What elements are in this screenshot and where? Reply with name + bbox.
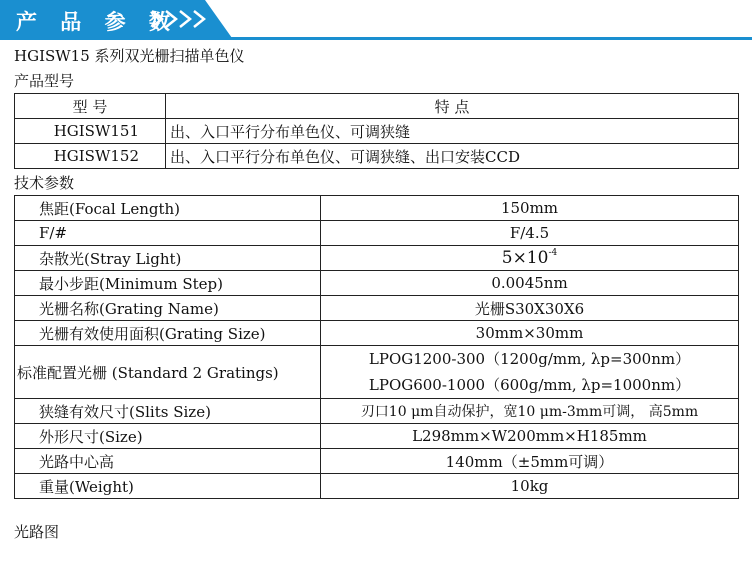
stray-exponent: -4 bbox=[548, 248, 558, 258]
spec-label: 杂散光(Stray Light) bbox=[15, 246, 321, 271]
series-title: HGISW15 系列双光栅扫描单色仪 bbox=[14, 47, 245, 65]
table-header-row bbox=[15, 94, 739, 119]
spec-value bbox=[321, 246, 739, 271]
grating-value-2: LPOG600-1000（600g/mm, λp=1000nm） bbox=[368, 376, 691, 394]
spec-label: 光路中心高 bbox=[15, 449, 321, 474]
spec-label: 外形尺寸(Size) bbox=[15, 424, 321, 449]
spec-value: 10kg bbox=[321, 474, 739, 499]
model-table bbox=[14, 93, 739, 169]
spec-label: 最小步距(Minimum Step) bbox=[15, 271, 321, 296]
stray-base: 5×10 bbox=[501, 248, 549, 268]
spec-label: 狭缝有效尺寸(Slits Size) bbox=[15, 399, 321, 424]
model-cell: HGISW152 bbox=[15, 144, 166, 169]
spec-label: 焦距(Focal Length) bbox=[15, 196, 321, 221]
model-cell: HGISW151 bbox=[15, 119, 166, 144]
header-model: 型 号 bbox=[15, 94, 166, 119]
feature-cell: 出、入口平行分布单色仪、可调狭缝 bbox=[166, 119, 739, 144]
spec-value: F/4.5 bbox=[321, 221, 739, 246]
table-row bbox=[15, 271, 739, 296]
table-row bbox=[15, 221, 739, 246]
table-row bbox=[15, 246, 739, 271]
spec-label: F/# bbox=[15, 221, 321, 246]
spec-value: L298mm×W200mm×H185mm bbox=[321, 424, 739, 449]
spec-label: 重量(Weight) bbox=[15, 474, 321, 499]
spec-value: 光栅S30X30X6 bbox=[321, 296, 739, 321]
spec-table bbox=[14, 195, 739, 499]
spec-value: 刃口10 μm自动保护，宽10 μm-3mm可调， 高5mm bbox=[321, 399, 739, 424]
table-row bbox=[15, 474, 739, 499]
table-row bbox=[15, 424, 739, 449]
chevron-right-icon bbox=[150, 8, 220, 30]
table-row bbox=[15, 296, 739, 321]
table-row bbox=[15, 346, 739, 399]
table-row bbox=[15, 399, 739, 424]
spec-value: 30mm×30mm bbox=[321, 321, 739, 346]
spec-label: 光栅名称(Grating Name) bbox=[15, 296, 321, 321]
table-row bbox=[15, 196, 739, 221]
section-banner bbox=[0, 0, 752, 40]
feature-cell: 出、入口平行分布单色仪、可调狭缝、出口安装CCD bbox=[166, 144, 739, 169]
table-row bbox=[15, 321, 739, 346]
spec-label: 光栅有效使用面积(Grating Size) bbox=[15, 321, 321, 346]
table-row bbox=[15, 119, 739, 144]
spec-value: 140mm（±5mm可调） bbox=[321, 449, 739, 474]
grating-value-1: LPOG1200-300（1200g/mm, λp=300nm） bbox=[368, 350, 691, 368]
table-row bbox=[15, 144, 739, 169]
table-row bbox=[15, 449, 739, 474]
header-feature: 特 点 bbox=[166, 94, 739, 119]
spec-value: 0.0045nm bbox=[321, 271, 739, 296]
spec-value: 150mm bbox=[321, 196, 739, 221]
banner-title: 产 品 参 数 bbox=[16, 10, 178, 34]
model-section-heading: 产品型号 bbox=[14, 72, 75, 90]
diagram-section-heading: 光路图 bbox=[14, 523, 60, 541]
spec-section-heading: 技术参数 bbox=[14, 174, 75, 192]
spec-value bbox=[321, 346, 739, 399]
spec-label: 标准配置光栅 (Standard 2 Gratings) bbox=[15, 346, 321, 399]
banner-underline bbox=[0, 37, 752, 40]
